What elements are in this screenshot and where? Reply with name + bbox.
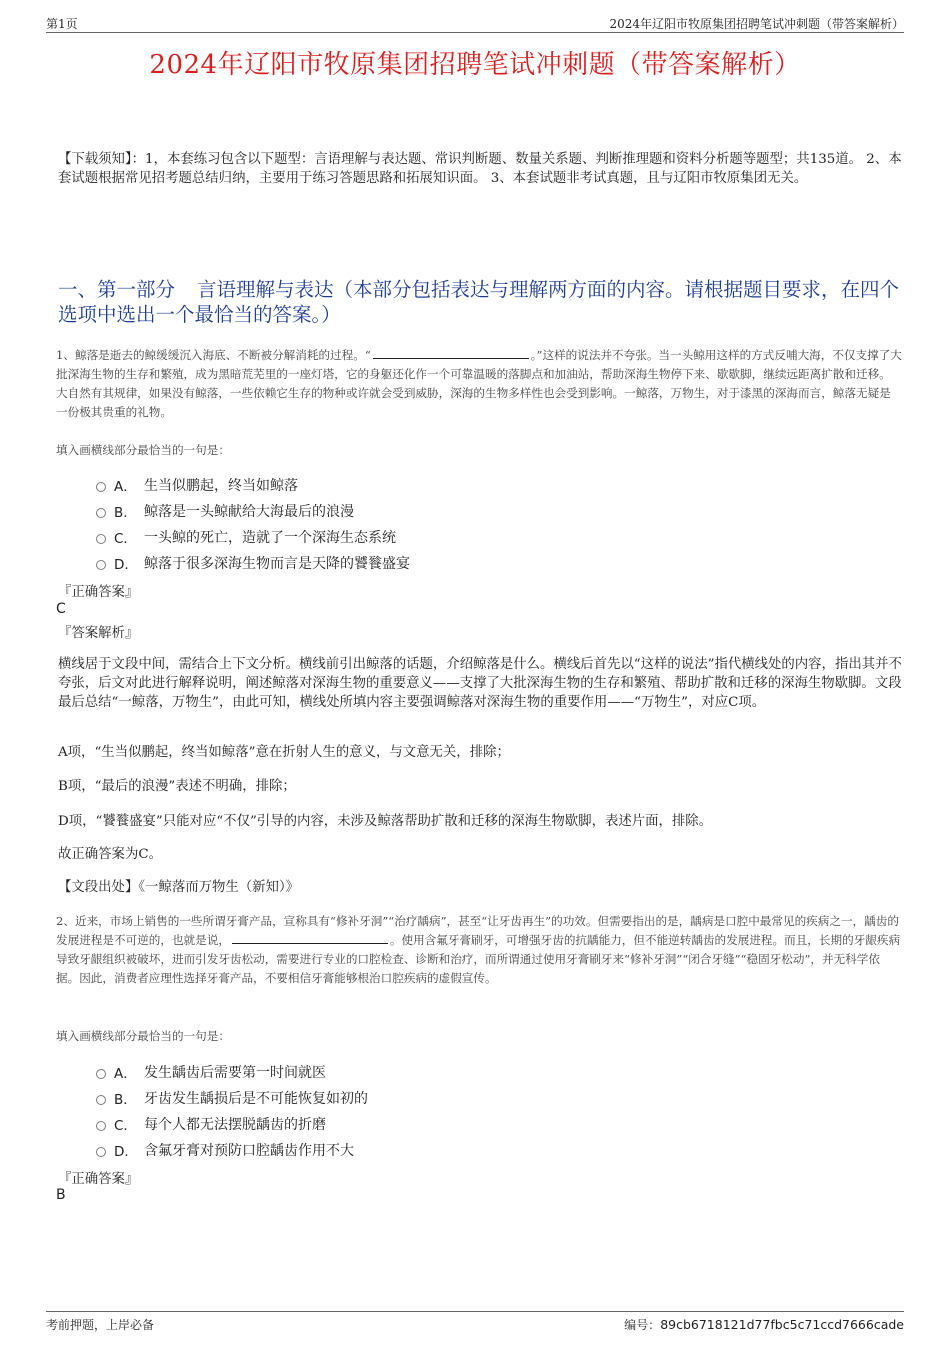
question-1-text: 1、鲸落是逝去的鲸缓缓沉入海底、不断被分解消耗的过程。“ 。”这样的说法并不夸张。当一头鲸用这样的方式反哺大海，不仅支撑了大批深海生物的生存和繁殖，成为黑暗荒芜里的一座灯塔，它的身躯还化作一个可靠温暖的落脚点和加油站，帮助深海生物停下来、歇歇脚，继续远距离扩散和迁移。大自然有其规律，如果没有鲸落，一些依赖它生存的物种或许就会受到威胁，深海的生物多样性也会受到影响。一鲸落，万物生，对于漆黑的深海而言，鲸落无疑是一份极其贵重的礼物。 [56,348,902,419]
document-title: 2024年辽阳市牧原集团招聘笔试冲刺题（带答案解析） [149,50,801,80]
section-heading [58,277,903,327]
question-1-prompt: 填入画横线部分最恰当的一句是： [56,443,230,457]
analysis-option-b: B项，“最后的浪漫”表述不明确，排除； [58,779,296,794]
option-a[interactable]: A． 生当似鹏起，终当如鲸落 [96,472,696,498]
page-footer [46,1311,904,1334]
question-2-options [96,1059,696,1163]
analysis-conclusion: 故正确答案为C。 [58,847,162,862]
radio-icon[interactable] [96,1147,106,1157]
radio-icon[interactable] [96,1069,106,1079]
section-description: 言语理解与表达（本部分包括表达与理解两方面的内容。请根据题目要求，在四个选项中选出一个最恰当的答案。） [58,278,900,326]
analysis-option-d: D项，“饕餮盛宴”只能对应“不仅”引导的内容，未涉及鲸落帮助扩散和迁移的深海生物歇脚，表述片面，排除。 [58,814,713,829]
question-1-options [96,472,696,576]
page-header [46,14,904,33]
page-number: 第1页 [46,17,78,31]
analysis-paragraph: 横线居于文段中间，需结合上下文分析。横线前引出鲸落的话题，介绍鲸落是什么。横线后首先以“这样的说法”指代横线处的内容，指出其并不夸张，后文对此进行解释说明，阐述鲸落对深海生物的重要意义——支撑了大批深海生物的生存和繁殖、帮助扩散和迁移的深海生物歇脚。文段最后总结“一鲸落，万物生”，由此可知，横线处所填内容主要强调鲸落对深海生物的重要作用——“万物生”，对应C项。 [58,657,902,710]
radio-icon[interactable] [96,508,106,518]
radio-icon[interactable] [96,482,106,492]
document-code: 编号：89cb6718121d77fbc5c71ccd7666cade [624,1317,904,1332]
download-notice: 【下载须知】：1，本套练习包含以下题型：言语理解与表达题、常识判断题、数量关系题、判断推理题和资料分析题等题型；共135道。 2、本套试题根据常见招考题总结归纳，主要用于练习答题思路和拓展知识面。 3、本套试题非考试真题，且与辽阳市牧原集团无关。 [58,152,902,186]
footer-slogan: 考前押题，上岸必备 [46,1318,155,1332]
radio-icon[interactable] [96,534,106,544]
correct-answer: C [56,601,66,617]
option-c[interactable]: C． 每个人都无法摆脱龋齿的折磨 [96,1111,696,1137]
section-number: 一、第一部分 [58,278,176,301]
option-a[interactable]: A． 发生龋齿后需要第一时间就医 [96,1059,696,1085]
radio-icon[interactable] [96,1121,106,1131]
option-d[interactable]: D． 含氟牙膏对预防口腔龋齿作用不大 [96,1137,696,1163]
source-reference: 【文段出处】《一鲸落而万物生（新知）》 [58,880,300,895]
option-d[interactable]: D． 鲸落于很多深海生物而言是天降的饕餮盛宴 [96,550,696,576]
radio-icon[interactable] [96,560,106,570]
option-b[interactable]: B． 牙齿发生龋损后是不可能恢复如初的 [96,1085,696,1111]
option-c[interactable]: C． 一头鲸的死亡，造就了一个深海生态系统 [96,524,696,550]
analysis-label: 『答案解析』 [58,626,139,641]
correct-answer-label: 『正确答案』 [58,1172,139,1187]
radio-icon[interactable] [96,1095,106,1105]
answer-blank [232,931,388,944]
question-2-text: 2、近来，市场上销售的一些所谓牙膏产品，宣称具有“修补牙洞”“治疗龋病”，甚至“让牙齿再生”的功效。但需要指出的是，龋病是口腔中最常见的疾病之一，龋齿的发展进程是不可逆的，也就是说， 。使用含氟牙膏刷牙，可增强牙齿的抗龋能力，但不能逆转龋齿的发展进程。而且，长期的牙龈疾病导致牙龈组织被破坏，进而引发牙齿松动，需要进行专业的口腔检查、诊断和治疗，而所谓通过使用牙膏刷牙来“修补牙洞”“闭合牙缝”“稳固牙松动”，并无科学依据。因此，消费者应理性选择牙膏产品，不要相信牙膏能够根治口腔疾病的虚假宣传。 [56,914,901,985]
correct-answer-label: 『正确答案』 [58,585,139,600]
header-doc-title: 2024年辽阳市牧原集团招聘笔试冲刺题（带答案解析） [609,17,904,31]
answer-blank [373,346,529,359]
analysis-option-a: A项，“生当似鹏起，终当如鲸落”意在折射人生的意义，与文意无关，排除； [58,745,510,760]
option-b[interactable]: B． 鲸落是一头鲸献给大海最后的浪漫 [96,498,696,524]
correct-answer: B [56,1187,66,1203]
question-2-prompt: 填入画横线部分最恰当的一句是： [56,1029,230,1043]
